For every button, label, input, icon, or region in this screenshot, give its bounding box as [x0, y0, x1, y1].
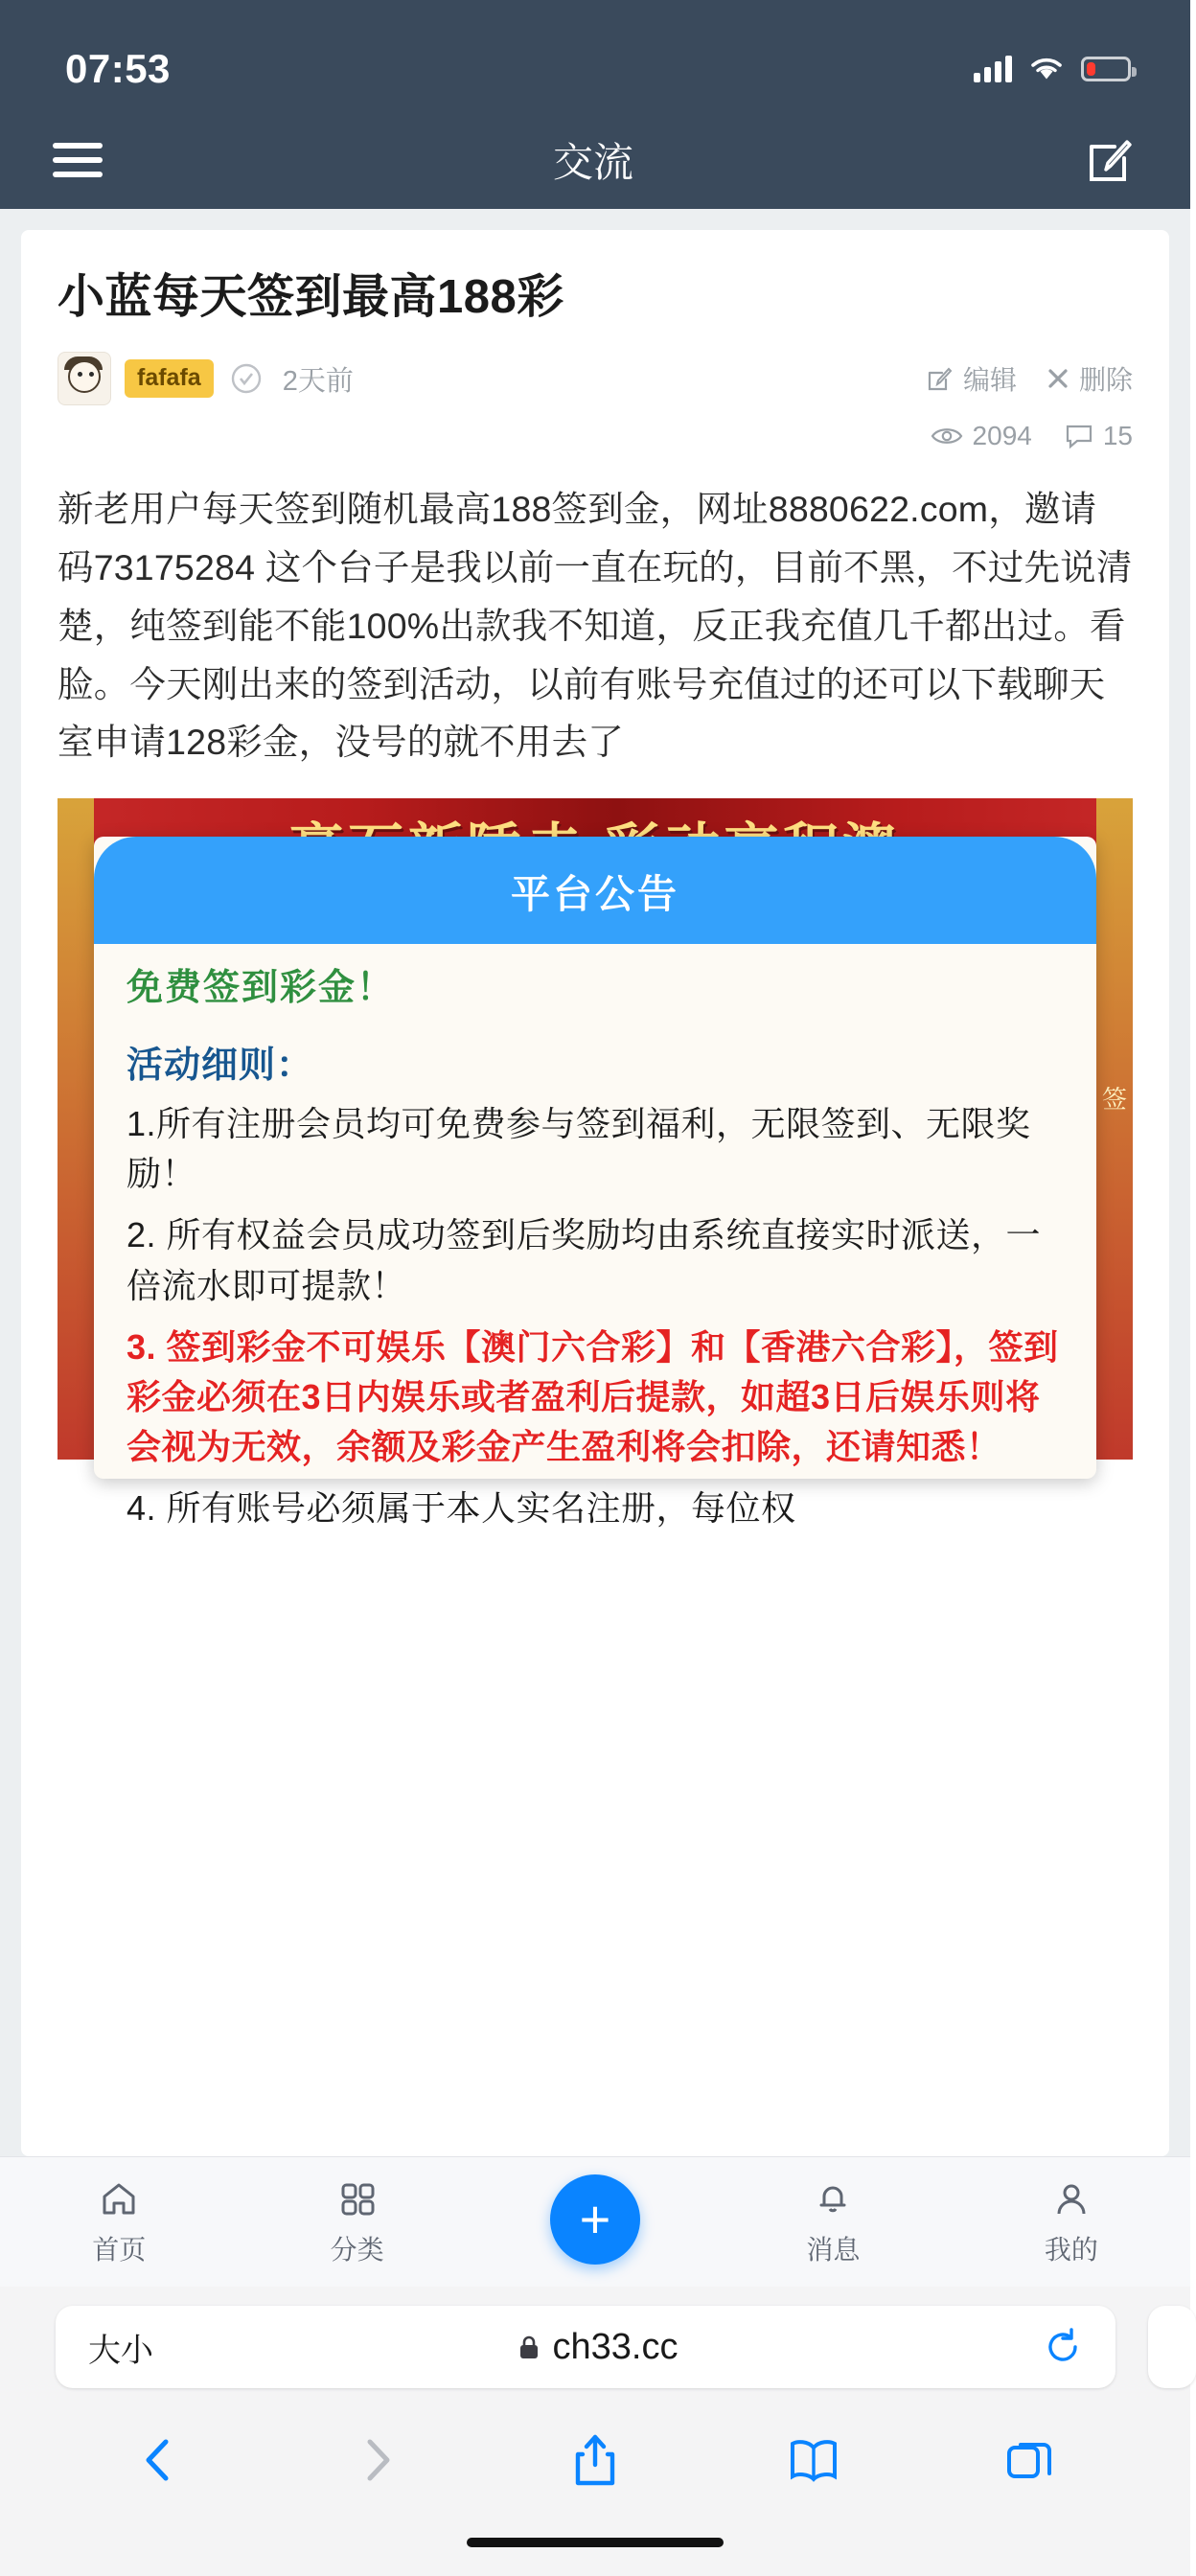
adjacent-tab-peek[interactable] [1148, 2306, 1196, 2388]
sidebar-item-label: 分类 [330, 2235, 384, 2265]
announcement-title: 平台公告 [94, 837, 1096, 944]
announcement-rule: 2. 所有权益会员成功签到后奖励均由系统直接实时派送，一倍流水即可提款！ [126, 1215, 1042, 1305]
lock-icon [518, 2334, 540, 2360]
app-navigation-bar [0, 110, 1190, 209]
sidebar-item-home[interactable] [0, 2176, 238, 2267]
back-chevron-icon [138, 2434, 180, 2486]
announcement-sheet [94, 837, 1096, 1529]
announcement-body [94, 1010, 1096, 1534]
post-meta-row [58, 352, 1133, 405]
reload-icon[interactable] [1043, 2327, 1083, 2367]
url-display[interactable] [153, 2327, 1043, 2368]
page-title: 交流 [552, 139, 633, 185]
banner-edge-text: 签 [1101, 1085, 1127, 1114]
post-time: 2天前 [282, 365, 354, 397]
announcement-subtitle: 免费签到彩金！ [126, 968, 396, 1008]
post-body-text: 新老用户每天签到随机最高188签到金，网址8880622.com，邀请码73175284 这个台子是我以前一直在玩的，目前不黑，不过先说清楚，纯签到能不能100%出款我不知道，反正我充值几千都出过。看脸。今天刚出来的签到活动，以前有账号充值过的还可以下载聊天室申请128彩金，没号的就不用去了 [58, 489, 1133, 763]
sidebar-item-label: 我的 [1044, 2235, 1098, 2265]
tabs-button[interactable] [922, 2434, 1140, 2486]
sidebar-item-label: 消息 [806, 2235, 861, 2265]
battery-low-icon [1081, 57, 1131, 81]
delete-label: 删除 [1078, 365, 1133, 396]
share-button[interactable] [486, 2432, 704, 2488]
url-text: ch33.cc [552, 2326, 678, 2367]
comment-count [1065, 421, 1133, 451]
bookmarks-button[interactable] [704, 2436, 923, 2484]
announcement-rule: 4. 所有账号必须属于本人实名注册，每位权 [126, 1488, 796, 1529]
post-card [21, 230, 1169, 2156]
view-count-value: 2094 [972, 421, 1032, 451]
back-button[interactable] [50, 2434, 268, 2486]
grid-categories-icon [335, 2176, 380, 2220]
share-icon [570, 2432, 620, 2488]
sidebar-item-label: 首页 [92, 2235, 147, 2265]
announcement-rule: 3. 签到彩金不可娱乐【澳门六合彩】和【香港六合彩】，签到彩金必须在3日内娱乐或者盈利后提款，如超3日后娱乐则将会视为无效，余额及彩金产生盈利将会扣除，还请知悉！ [126, 1326, 1059, 1467]
forward-button [268, 2434, 487, 2486]
view-count [931, 421, 1032, 451]
book-icon [787, 2436, 840, 2484]
add-post-button[interactable] [550, 2174, 640, 2265]
post-title: 小蓝每天签到最高188彩 [58, 271, 564, 323]
post-actions [926, 359, 1133, 398]
sidebar-item-profile[interactable] [953, 2176, 1190, 2267]
banner-left-edge [58, 798, 94, 1460]
person-icon [1049, 2176, 1093, 2220]
browser-url-zone [0, 2287, 1190, 2388]
post-attached-image[interactable] [58, 798, 1133, 1529]
hamburger-menu-icon[interactable] [53, 143, 103, 177]
author-name[interactable]: fafafa [125, 359, 214, 398]
delete-button[interactable] [1046, 359, 1133, 398]
tabs-icon [1005, 2434, 1057, 2486]
announcement-section-heading: 活动细则： [126, 1046, 314, 1086]
wifi-icon [1029, 56, 1064, 82]
sidebar-item-messages[interactable] [714, 2176, 952, 2267]
content-scroll-area[interactable] [0, 209, 1190, 2156]
status-bar [0, 0, 1190, 110]
forward-chevron-icon [356, 2434, 398, 2486]
status-clock: 07:53 [65, 45, 171, 91]
banner-right-edge [1096, 798, 1133, 1460]
home-icon [97, 2176, 141, 2220]
plus-icon: + [579, 2189, 611, 2249]
home-indicator [0, 2532, 1190, 2576]
page-zoom-button[interactable]: 大小 [88, 2332, 153, 2369]
browser-toolbar [0, 2388, 1190, 2532]
status-indicators [974, 56, 1131, 82]
compose-icon[interactable] [1084, 133, 1138, 187]
sidebar-item-categories[interactable] [238, 2176, 475, 2267]
address-bar[interactable] [56, 2306, 1116, 2388]
comment-count-value: 15 [1102, 421, 1133, 451]
announcement-rule: 1.所有注册会员均可免费参与签到福利，无限签到、无限奖励！ [126, 1104, 1031, 1194]
avatar[interactable] [58, 352, 111, 405]
edit-button[interactable] [926, 359, 1017, 398]
bottom-tab-bar [0, 2156, 1190, 2287]
edit-label: 编辑 [962, 365, 1017, 396]
rank-badge-icon [229, 361, 264, 396]
cellular-signal-icon [974, 56, 1012, 82]
post-stats [58, 421, 1133, 451]
bell-icon [811, 2176, 855, 2220]
